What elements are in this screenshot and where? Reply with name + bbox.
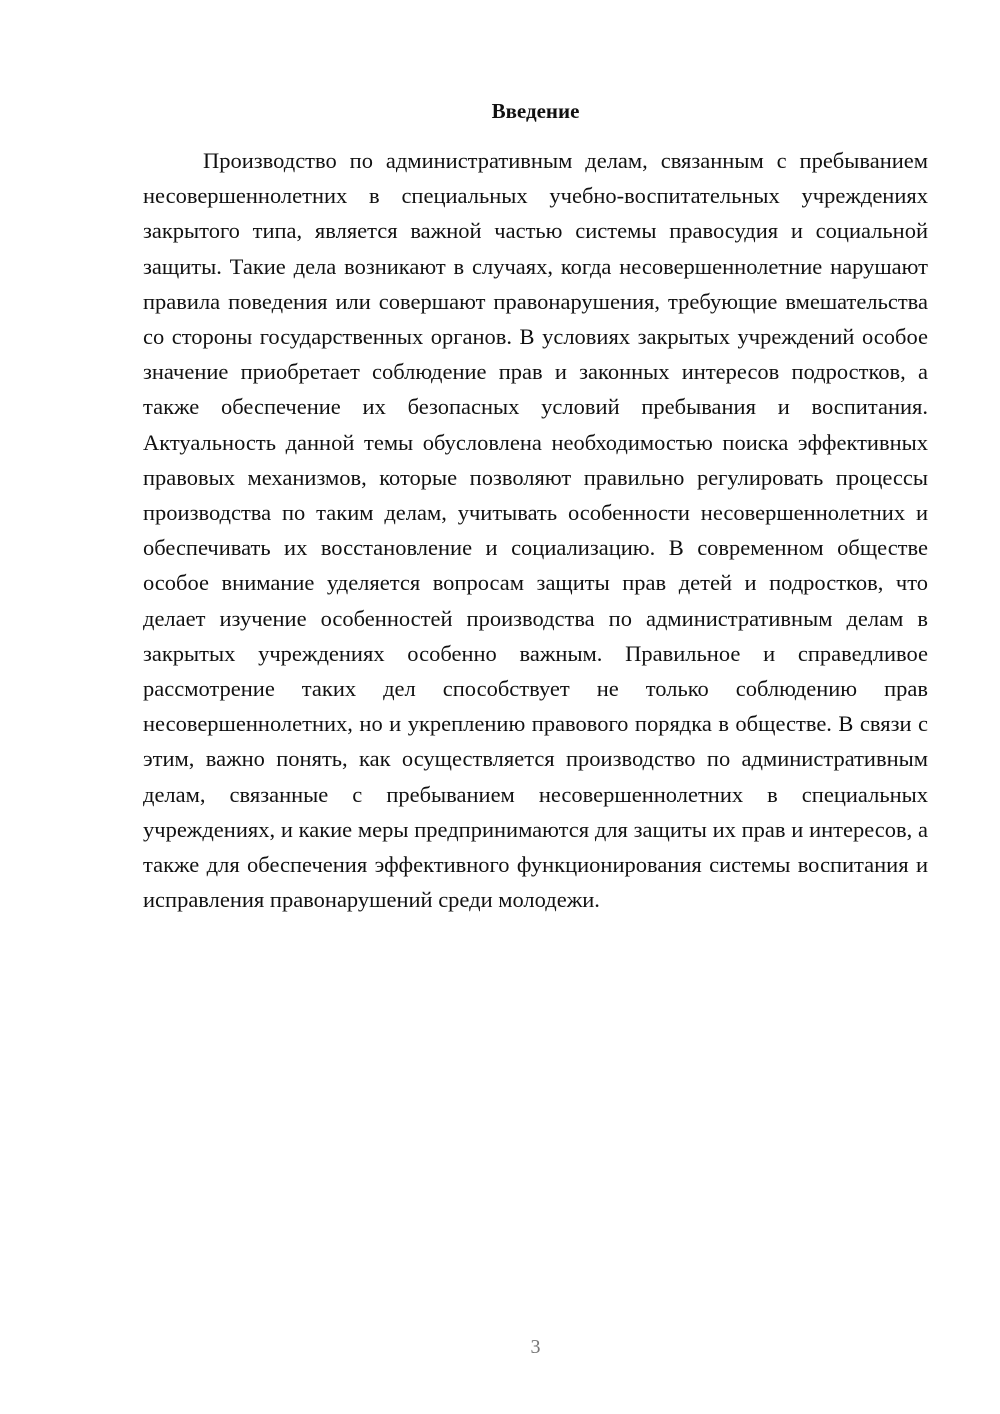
page-number: 3 [530,1336,541,1358]
section-heading: Введение [491,99,580,123]
body-paragraph: Производство по административным делам, связанным с пребыванием несовершеннолетних в специальных учебно-воспитательных учреждениях закрытого типа, является важной частью системы правосудия и социальной защиты. Такие дела возникают в случаях, когда несовершеннолетние нарушают правила поведения или совершают правонарушения, требующие вмешательства со стороны государственных органов. В условиях закрытых учреждений особое значение приобретает соблюдение прав и законных интересов подростков, а также обеспечение их безопасных условий пребывания и воспитания. Актуальность данной темы обусловлена необходимостью поиска эффективных правовых механизмов, которые позволяют правильно регулировать процессы производства по таким делам, учитывать особенности несовершеннолетних и обеспечивать их восстановление и социализацию. В современном обществе особое внимание уделяется вопросам защиты прав детей и подростков, что делает изучение особенностей производства по административным делам в закрытых учреждениях особенно важным. Правильное и справедливое рассмотрение таких дел способствует не только соблюдению прав несовершеннолетних, но и укреплению правового порядка в обществе. В связи с этим, важно понять, как осуществляется производство по административным делам, связанные с пребыванием несовершеннолетних в специальных учреждениях, и какие меры предпринимаются для защиты их прав и интересов, а также для обеспечения эффективного функционирования системы воспитания и исправления правонарушений среди молодежи. [143,148,928,913]
